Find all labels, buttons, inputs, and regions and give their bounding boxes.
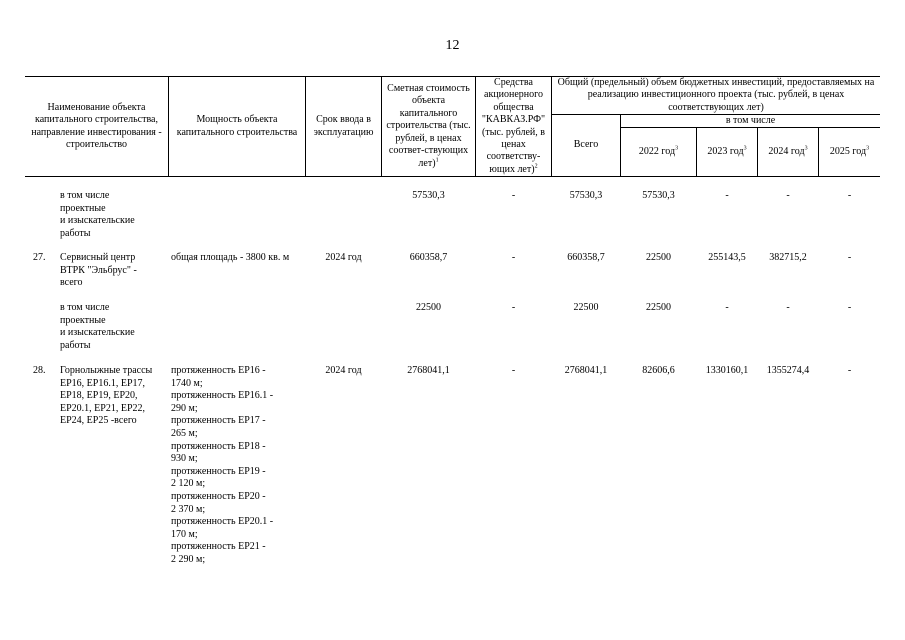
- cell-y2022: 82606,6: [642, 365, 675, 376]
- cell-total: 660358,7: [567, 252, 605, 263]
- header-capacity: Мощность объекта капитального строительства: [176, 114, 298, 138]
- cell-kavkaz: -: [511, 365, 516, 376]
- cell-cost: 660358,7: [409, 252, 448, 263]
- cell-power: протяженность ЕР16 - 1740 м; протяженность ЕР16.1 - 290 м; протяженность ЕР17 - 265 м; протяженность ЕР18 - 930 м; протяженность ЕР19 - 2 120 м; протяженность ЕР20 - 2 370 м; протяженность ЕР20.1 - 170 м; протяженность ЕР21 - 2 290 м;: [171, 365, 274, 565]
- cell-name: Горнолыжные трассы ЕР16, ЕР16.1, ЕР17, ЕР18, ЕР19, ЕР20, ЕР20.1, ЕР21, ЕР22, ЕР24, ЕР25 -всего: [60, 365, 153, 427]
- cell-name: в том числе проектные и изыскательские работы: [60, 302, 135, 351]
- cell-y2023: 1330160,1: [705, 365, 749, 376]
- page-number: 12: [445, 38, 460, 53]
- cell-num: 27.: [33, 252, 46, 263]
- cell-total: 57530,3: [569, 190, 603, 201]
- cell-name: в том числе проектные и изыскательские работы: [60, 190, 135, 239]
- cell-y2024: -: [786, 302, 790, 313]
- header-estimated-cost: Сметная стоимость объекта капитального строительства (тыс. рублей, в ценах соответ-ствующих лет)$^1$: [386, 83, 471, 169]
- cell-y2025: -: [847, 302, 852, 313]
- cell-y2022: 57530,3: [642, 190, 675, 201]
- cell-term: 2024 год: [325, 252, 362, 263]
- cell-y2022: 22500: [646, 252, 671, 263]
- cell-y2023: -: [725, 190, 729, 201]
- header-term: Срок ввода в эксплуатацию: [313, 114, 374, 138]
- cell-total: 2768041,1: [564, 365, 608, 376]
- cell-y2022: 22500: [646, 302, 671, 313]
- cell-num: 28.: [33, 365, 46, 376]
- cell-power: общая площадь - 3800 кв. м: [171, 252, 290, 263]
- cell-y2024: 1355274,4: [766, 365, 810, 376]
- header-year-2022: 2022 год$^3$: [638, 145, 679, 157]
- cell-y2024: -: [786, 190, 790, 201]
- cell-cost: 22500: [416, 302, 441, 313]
- header-budget-group: Общий (предельный) объем бюджетных инвестиций, предоставляемых на реализацию инвестиционного проекта (тыс. рублей, в ценах соответствующих лет): [557, 76, 875, 113]
- cell-y2023: -: [725, 302, 729, 313]
- header-total: Всего: [573, 139, 599, 151]
- header-year-2024: 2024 год$^3$: [768, 145, 808, 157]
- header-year-2023: 2023 год$^3$: [707, 145, 747, 157]
- cell-cost: 57530,3: [412, 190, 445, 201]
- cell-y2025: -: [847, 365, 852, 376]
- header-including: в том числе: [725, 114, 776, 126]
- cell-total: 22500: [573, 302, 599, 313]
- cell-kavkaz: -: [511, 252, 516, 263]
- header-object-name: Наименование объекта капитального строительства, направление инвестирования - строительство: [31, 101, 162, 150]
- cell-name: Сервисный центр ВТРК "Эльбрус" - всего: [60, 252, 137, 289]
- header-kavkaz-funds: Средства акционерного общества "КАВКАЗ.РФ" (тыс. рублей, в ценах соответству-ющих лет)$^2$: [481, 76, 546, 175]
- cell-y2025: -: [847, 190, 852, 201]
- header-year-2025: 2025 год$^3$: [829, 145, 870, 157]
- cell-kavkaz: -: [511, 302, 516, 313]
- table-header-bottom-rule: [25, 176, 880, 177]
- cell-kavkaz: -: [511, 190, 516, 201]
- cell-cost: 2768041,1: [407, 365, 450, 376]
- cell-term: 2024 год: [325, 365, 362, 376]
- cell-y2025: -: [847, 252, 852, 263]
- cell-y2023: 255143,5: [708, 252, 746, 263]
- cell-y2024: 382715,2: [769, 252, 807, 263]
